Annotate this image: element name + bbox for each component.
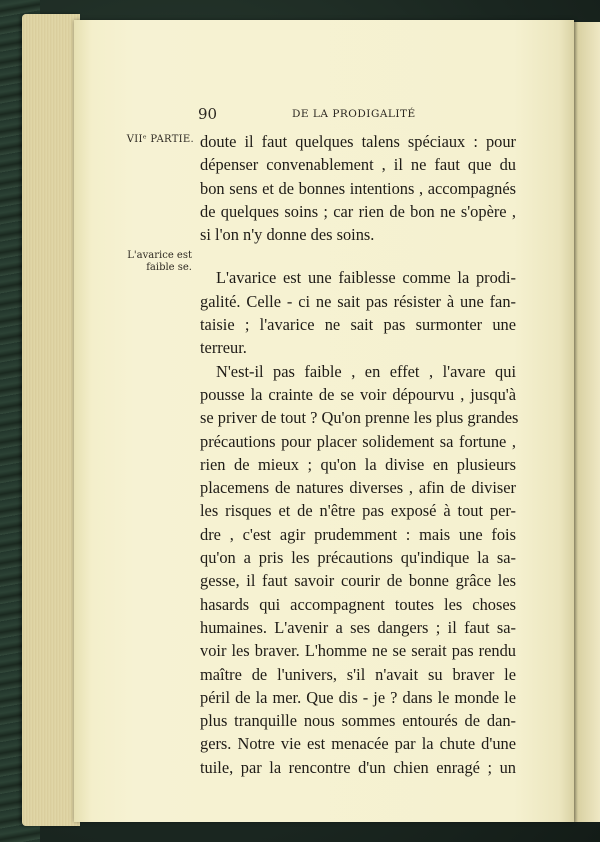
text-line: taisie ; l'avarice ne sait pas surmonter une — [200, 315, 516, 335]
text-line: précautions pour placer solidement sa fortune , — [200, 431, 516, 451]
paragraph-2 — [200, 266, 516, 359]
margin-note-part: VIIᵉ PARTIE. — [126, 134, 194, 145]
text-line: gers. Notre vie est menacée par la chute d'une — [200, 734, 516, 754]
body-text — [200, 130, 519, 779]
page-number: 90 — [198, 105, 218, 123]
text-line: se priver de tout ? Qu'on prenne les plus grandes — [200, 408, 519, 428]
text-line: tuile, par la rencontre d'un chien enragé ; un — [200, 757, 516, 777]
page-edges — [22, 14, 80, 826]
text-line: L'avarice est une faiblesse comme la prodi- — [216, 268, 516, 288]
text-line: galité. Celle - ci ne sait pas résister à une fan- — [200, 291, 516, 311]
text-line: péril de la mer. Que dis - je ? dans le monde le — [200, 687, 516, 707]
paragraph-3 — [200, 360, 519, 779]
text-line: bon sens et de bonnes intentions , accompagnés — [200, 178, 516, 198]
text-line: qu'on a pris les précautions qu'indique la sa- — [200, 548, 516, 568]
paragraph-1 — [200, 130, 516, 246]
running-title: DE LA PRODIGALITÉ — [292, 108, 416, 120]
paragraph-gap — [200, 246, 516, 266]
text-line: N'est-il pas faible , en effet , l'avare qui — [216, 361, 516, 381]
text-line: rien de mieux ; qu'on la divise en plusieurs — [200, 454, 516, 474]
text-line: pousse la crainte de se voir dépourvu , jusqu'à — [200, 384, 516, 404]
text-line: dépenser convenablement , il ne faut que du — [200, 155, 516, 175]
facing-page-edge — [572, 22, 600, 822]
margin-note-topic-line2: faible se. — [146, 262, 192, 273]
text-line: doute il faut quelques talens spéciaux : pour — [200, 132, 516, 151]
text-line: dre , c'est agir prudemment : mais une fois — [200, 524, 516, 544]
text-line: si l'on n'y donne des soins. — [200, 225, 375, 245]
text-line: gesse, il faut savoir courir de bonne grâce les — [200, 571, 516, 591]
text-line: de quelques soins ; car rien de bon ne s'opère , — [200, 201, 516, 221]
text-line: plus tranquille nous sommes entourés de dan- — [200, 711, 516, 731]
text-line: terreur. — [200, 338, 247, 358]
text-line: maître de l'univers, s'il n'avait su braver le — [200, 664, 516, 684]
margin-note-topic — [110, 250, 192, 274]
text-line: voir les braver. L'homme ne se serait pas rendu — [200, 641, 516, 661]
margin-note-topic-line1: L'avarice est — [127, 250, 192, 261]
text-line: hasards qui accompagnent toutes les choses — [200, 594, 516, 614]
text-line: les risques et de n'être pas exposé à tout per- — [200, 501, 516, 521]
text-line: humaines. L'avenir a ses dangers ; il faut sa- — [200, 617, 516, 637]
text-line: placemens de natures diverses , afin de diviser — [200, 478, 516, 498]
